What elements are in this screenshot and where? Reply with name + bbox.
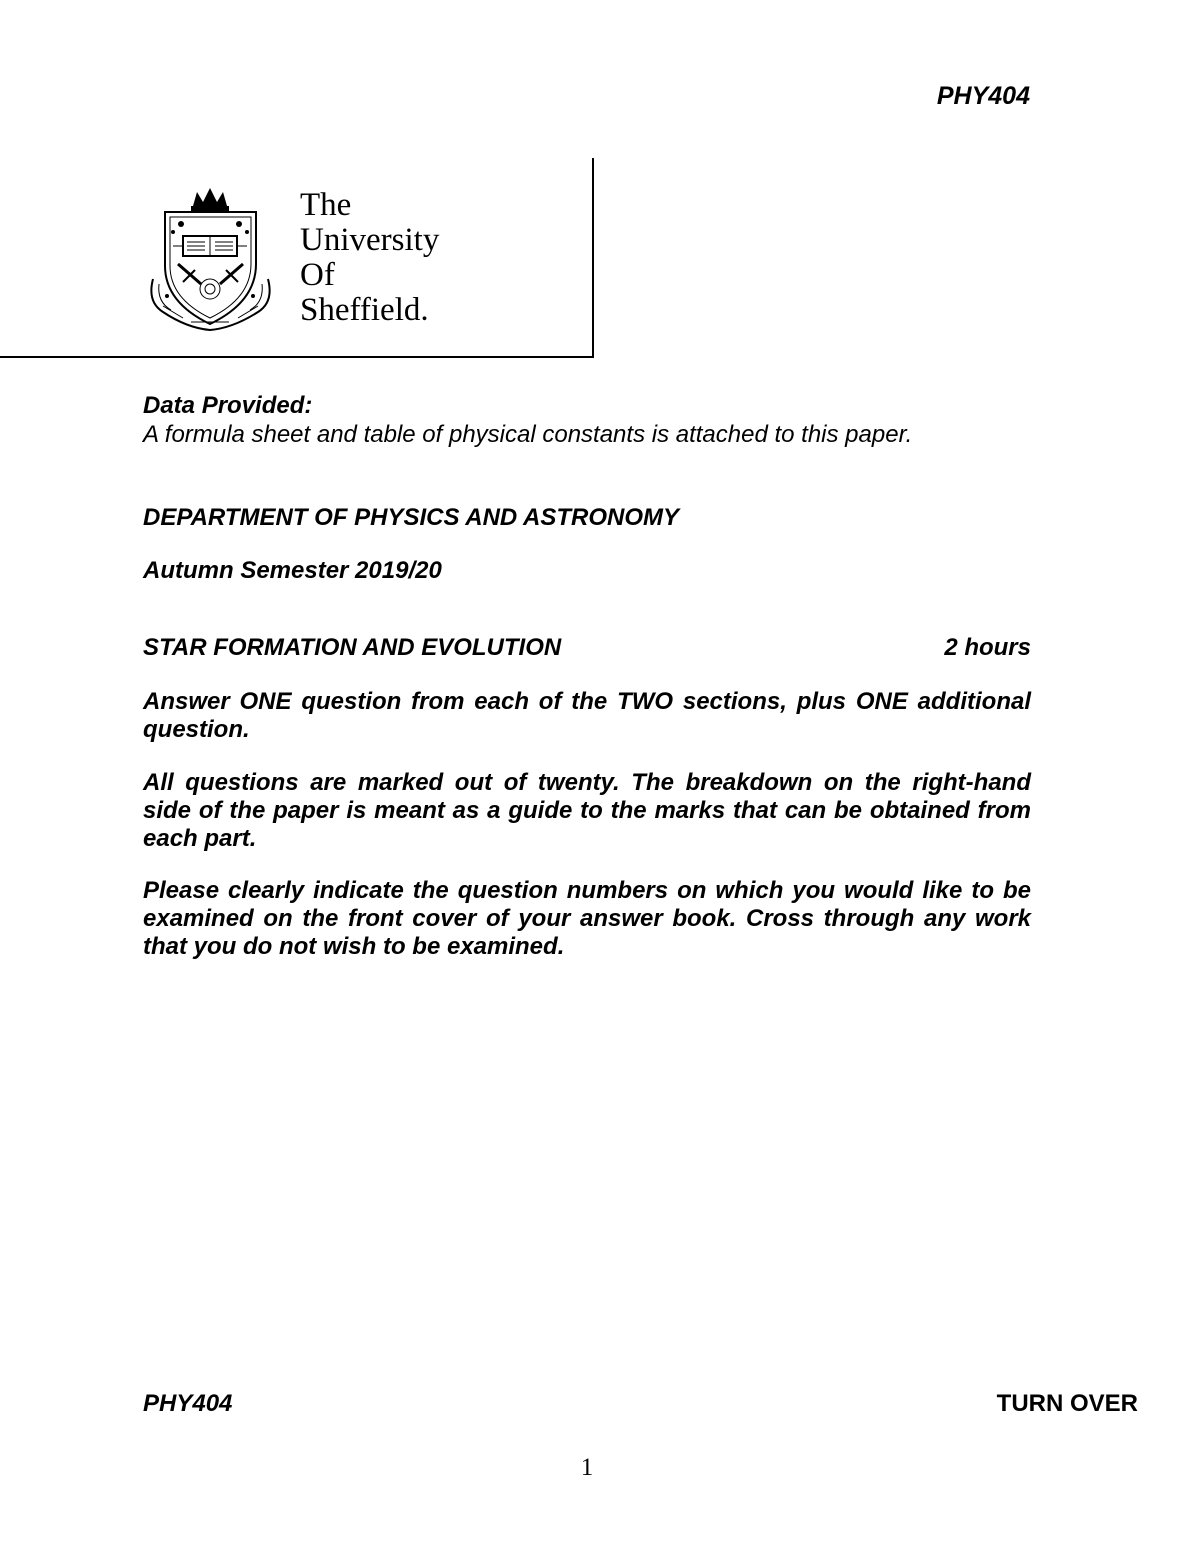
data-provided-text: A formula sheet and table of physical constants is attached to this paper. (143, 421, 913, 448)
university-logo-box (0, 158, 594, 358)
university-name-line-4: Sheffield. (300, 292, 429, 328)
university-crest-icon (143, 184, 278, 334)
semester-label: Autumn Semester 2019/20 (143, 557, 442, 584)
university-name-line-1: The (300, 187, 352, 223)
exam-duration: 2 hours (944, 634, 1031, 661)
data-provided-heading: Data Provided: (143, 392, 313, 419)
course-code-header: PHY404 (936, 82, 1030, 110)
turn-over-label: TURN OVER (996, 1390, 1138, 1417)
course-code-footer: PHY404 (143, 1390, 233, 1417)
page-number: 1 (580, 1454, 594, 1481)
university-name (300, 188, 439, 328)
instruction-paragraph: All questions are marked out of twenty. The breakdown on the right-hand side of the paper is meant as a guide to the marks that can be obtained from each part. (143, 769, 1031, 852)
university-name-line-2: University (300, 222, 440, 258)
module-row (143, 634, 1031, 664)
instruction-paragraph: Answer ONE question from each of the TWO sections, plus ONE additional question. (143, 688, 1031, 743)
instruction-paragraph: Please clearly indicate the question numbers on which you would like to be examined on the front cover of your answer book. Cross through any work that you do not wish to be examined. (143, 877, 1031, 960)
university-name-line-3: Of (300, 257, 335, 293)
module-title: STAR FORMATION AND EVOLUTION (143, 634, 562, 661)
department-title: DEPARTMENT OF PHYSICS AND ASTRONOMY (143, 504, 680, 531)
